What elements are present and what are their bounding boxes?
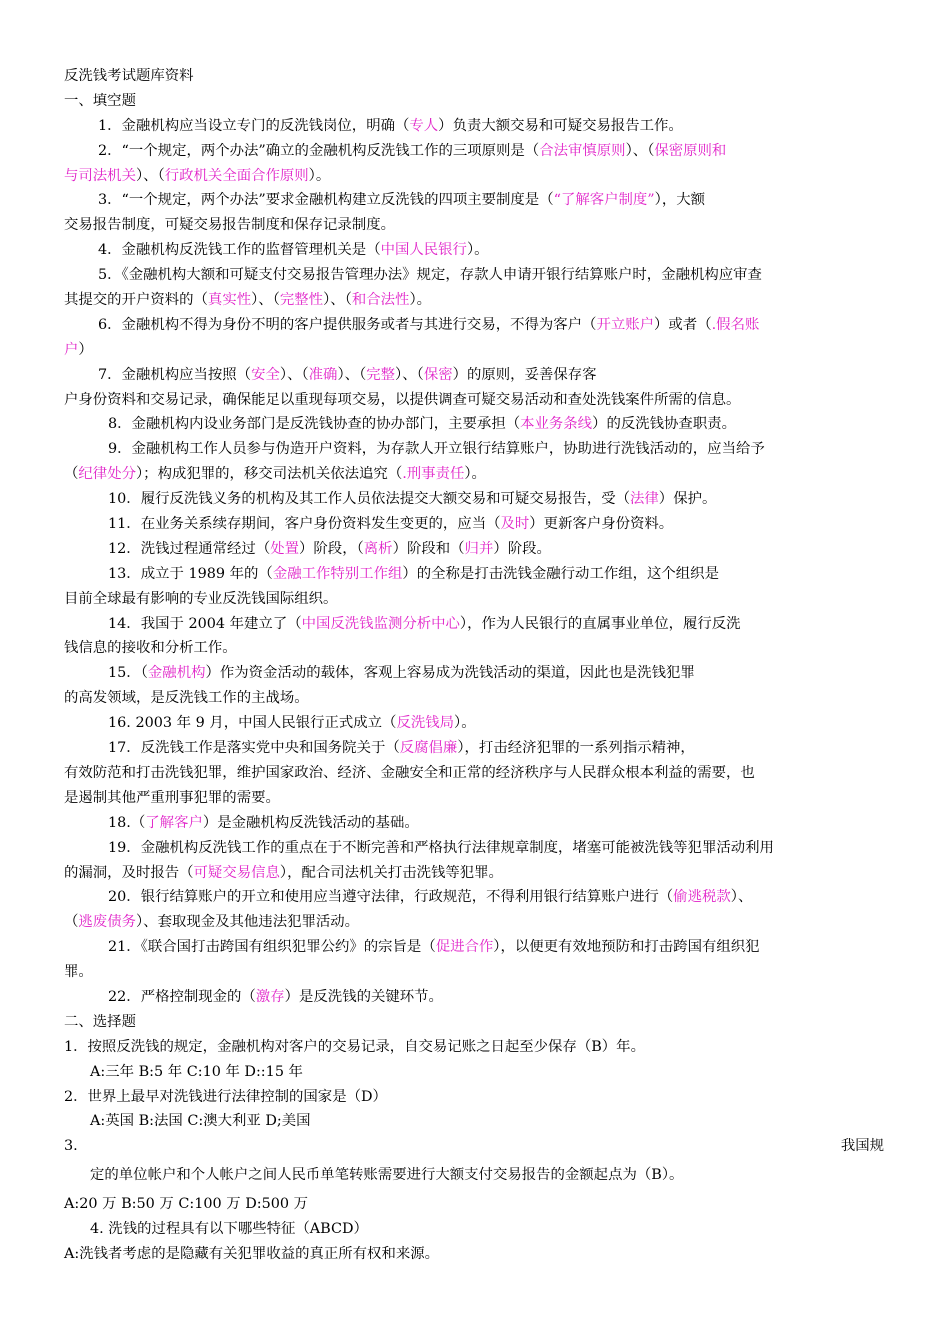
text-line [64,188,894,213]
text-line: 4. 洗钱的过程具有以下哪些特征（ABCD） [90,1220,368,1237]
text-line [64,562,894,587]
text-segment: ）、（ [279,366,309,383]
answer-text: 专人 [409,117,439,134]
text-segment: 13．成立于 1989 年的（ [108,565,273,582]
text-line: 钱信息的接收和分析工作。 [64,640,237,657]
answer-text: 金融工作特别工作组 [272,565,403,582]
text-segment: 18.（ [108,814,146,831]
answer-text: 了解客户 [145,814,203,831]
text-line [64,139,894,164]
text-line [64,736,894,761]
text-segment: ）更新客户身份资料。 [529,516,674,533]
text-line: 19．金融机构反洗钱工作的重点在于不断完善和严格执行法律规章制度，堵塞可能被洗钱等犯罪活动利用 [108,839,774,856]
text-line: 我国规 [840,1138,884,1155]
text-line: A:英国 B:法国 C:澳大利亚 D;美国 [90,1113,311,1130]
text-segment: ）、（ [337,366,367,383]
answer-text: 保密 [423,366,453,383]
text-segment: ）阶段和（ [392,540,465,557]
answer-text: 本业务条线 [520,416,593,433]
text-line [64,288,894,313]
text-line [64,985,894,1010]
text-segment: 10．履行反洗钱义务的机构及其工作人员依法提交大额交易和可疑交易报告，受（ [108,491,630,508]
text-line [64,537,894,562]
answer-text: 激存 [255,988,285,1005]
text-segment: 11．在业务关系续存期间，客户身份资料发生变更的，应当（ [108,516,501,533]
text-segment: 22．严格控制现金的（ [108,988,256,1005]
answer-text: 偷逃税款 [673,889,731,906]
text-segment: ），大额 [654,192,706,209]
answer-text: 及时 [500,516,530,533]
answer-text: 开立账户 [596,316,655,333]
text-line [64,661,894,686]
text-line [64,885,894,910]
text-segment: 3．“一个规定，两个办法”要求金融机构建立反洗钱的四项主要制度是（ [98,192,554,209]
heading-line: 反洗钱考试题库资料 [64,68,194,84]
text-line: 3. [64,1138,78,1155]
text-segment: ）。 [409,292,432,309]
text-segment: ）是反洗钱的关键环节。 [284,988,443,1005]
answer-text: 保密原则和 [654,142,727,159]
text-line: 9．金融机构工作人员参与伪造开户资料，为存款人开立银行结算账户，协助进行洗钱活动的，应当给予 [108,441,765,458]
text-line: 是遏制其他严重刑事犯罪的需要。 [64,789,280,806]
text-segment: ）、（ [135,167,165,184]
text-line [64,338,894,363]
answer-text: 反洗钱局 [396,715,455,732]
text-line [64,910,894,935]
text-line [64,935,894,960]
text-line [64,487,894,512]
text-segment: ）的原则，妥善保存客 [452,366,597,383]
text-segment: 15．（ [108,665,148,682]
answer-text: 行政机关全面合作原则 [164,167,309,184]
text-line [64,114,894,139]
text-segment: ），作为人民银行的直属事业单位，履行反洗 [459,615,741,632]
text-segment: ），配合司法机关打击洗钱等犯罪。 [279,864,503,881]
text-line [64,861,894,886]
answer-text: 准确 [308,366,338,383]
text-segment: ）保护。 [658,491,717,508]
text-segment: ）是金融机构反洗钱活动的基础。 [202,814,419,831]
text-segment: 的漏洞，及时报告（ [64,864,194,881]
answer-text: 和合法性 [351,292,410,309]
text-segment: ）。 [454,715,476,732]
answer-text: 户 [64,341,79,358]
answer-text: 安全 [251,366,280,383]
text-segment: ），打击经济犯罪的一系列指示精神， [457,740,695,757]
answer-text: 法律 [630,491,659,508]
text-segment: ） [78,341,93,358]
text-line: A:20 万 B:50 万 C:100 万 D:500 万 [64,1196,309,1213]
answer-text: .假名账 [711,316,760,333]
answer-text: 处置 [270,540,300,557]
answer-text: 完整 [366,366,396,383]
text-segment: （ [64,466,79,483]
answer-text: 归并 [464,540,494,557]
text-segment: ）负责大额交易和可疑交易报告工作。 [438,117,683,134]
answer-text: “了解客户制度” [553,192,655,209]
text-line: 交易报告制度，可疑交易报告制度和保存记录制度。 [64,217,395,234]
text-segment: 7．金融机构应当按照（ [98,366,252,383]
answer-text: 逃废债务 [78,914,136,931]
text-segment: 14．我国于 2004 年建立了（ [108,615,302,632]
text-segment: ）；构成犯罪的，移交司法机关依法追究（ [135,466,403,483]
text-segment: ），以便更有效地预防和打击跨国有组织犯 [493,939,760,956]
text-segment: ）、套取现金及其他违法犯罪活动。 [135,914,360,931]
text-segment: ）。 [464,466,486,483]
answer-text: 中国人民银行 [380,242,467,259]
answer-text: 合法审慎原则 [539,142,626,159]
answer-text: 中国反洗钱监测分析中心 [301,615,460,632]
text-line: 目前全球最有影响的专业反洗钱国际组织。 [64,590,338,607]
text-line: 定的单位帐户和个人帐户之间人民币单笔转账需要进行大额支付交易报告的金额起点为（B）。 [90,1167,684,1184]
answer-text: 可疑交易信息 [193,864,280,881]
text-line: 1．按照反洗钱的规定，金融机构对客户的交易记录，自交易记账之日起至少保存（B）年。 [64,1038,645,1055]
text-segment: ）的反洗钱协查职责。 [592,416,736,433]
text-line [64,711,894,736]
text-segment: ）。 [308,167,331,184]
text-segment: ）、（ [625,142,655,159]
text-line: 的高发领域，是反洗钱工作的主战场。 [64,690,309,707]
text-segment: ）阶段。 [493,540,551,557]
text-segment: ）阶段，（ [299,540,364,557]
text-segment: ）、（ [251,292,280,309]
text-segment: 8．金融机构内设业务部门是反洗钱协查的协办部门，主要承担（ [108,416,521,433]
text-segment: 20．银行结算账户的开立和使用应当遵守法律，行政规范，不得利用银行结算账户进行（ [108,889,674,906]
text-line [64,238,894,263]
text-segment: ）。 [466,242,489,259]
text-segment: 6．金融机构不得为身份不明的客户提供服务或者与其进行交易，不得为客户（ [98,316,597,333]
text-segment: 2．“一个规定，两个办法”确立的金融机构反洗钱工作的三项原则是（ [98,142,540,159]
text-line [64,811,894,836]
document-page [64,64,894,1267]
text-line [64,313,894,338]
text-line [64,462,894,487]
text-line [64,164,894,189]
answer-text: 与司法机关 [64,167,136,184]
answer-text: 真实性 [207,292,252,309]
text-line: 有效防范和打击洗钱犯罪，维护国家政治、经济、金融安全和正常的经济秩序与人民群众根本利益的需要，也 [64,764,755,781]
answer-text: .刑事责任 [402,466,465,483]
text-line: 户身份资料和交易记录，确保能足以重现每项交易，以提供调查可疑交易活动和查处洗钱案件所需的信息。 [64,391,741,408]
text-segment: 12．洗钱过程通常经过（ [108,540,271,557]
text-segment: 1．金融机构应当设立专门的反洗钱岗位，明确（ [98,117,410,134]
text-segment: （ [64,914,79,931]
text-line [64,612,894,637]
text-line [64,363,894,388]
text-line [64,512,894,537]
answer-text: 反腐倡廉 [399,740,458,757]
text-segment: 16. 2003 年 9 月，中国人民银行正式成立（ [108,715,397,732]
text-segment: ）、（ [395,366,424,383]
text-line: A:洗钱者考虑的是隐藏有关犯罪收益的真正所有权和来源。 [64,1245,440,1262]
heading-line: 一、填空题 [64,92,136,109]
text-segment: ）的全称是打击洗钱金融行动工作组，这个组织是 [402,565,719,582]
answer-text: 纪律处分 [78,466,136,483]
text-line: 罪。 [64,964,93,981]
answer-text: 完整性 [279,292,324,309]
text-segment: ）、 [730,889,753,906]
text-segment: ）、（ [323,292,352,309]
text-segment: 4．金融机构反洗钱工作的监督管理机关是（ [98,242,381,259]
answer-text: 金融机构 [147,665,206,682]
text-line: 5．《金融机构大额和可疑支付交易报告管理办法》规定，存款人申请开银行结算账户时，金融机构应审查 [98,267,762,284]
text-line: A:三年 B:5 年 C:10 年 D::15 年 [90,1063,303,1080]
text-line: 2．世界上最早对洗钱进行法律控制的国家是（D） [64,1088,387,1105]
text-segment: 21．《联合国打击跨国有组织犯罪公约》的宗旨是（ [108,939,436,956]
answer-text: 离析 [363,540,393,557]
text-segment: 17．反洗钱工作是落实党中央和国务院关于（ [108,740,400,757]
text-segment: 其提交的开户资料的（ [64,292,208,309]
text-segment: ）或者（ [654,316,712,333]
text-segment: ）作为资金活动的载体，客观上容易成为洗钱活动的渠道，因此也是洗钱犯罪 [205,665,695,682]
heading-line: 二、选择题 [64,1013,136,1030]
answer-text: 促进合作 [435,939,494,956]
text-line [64,412,894,437]
